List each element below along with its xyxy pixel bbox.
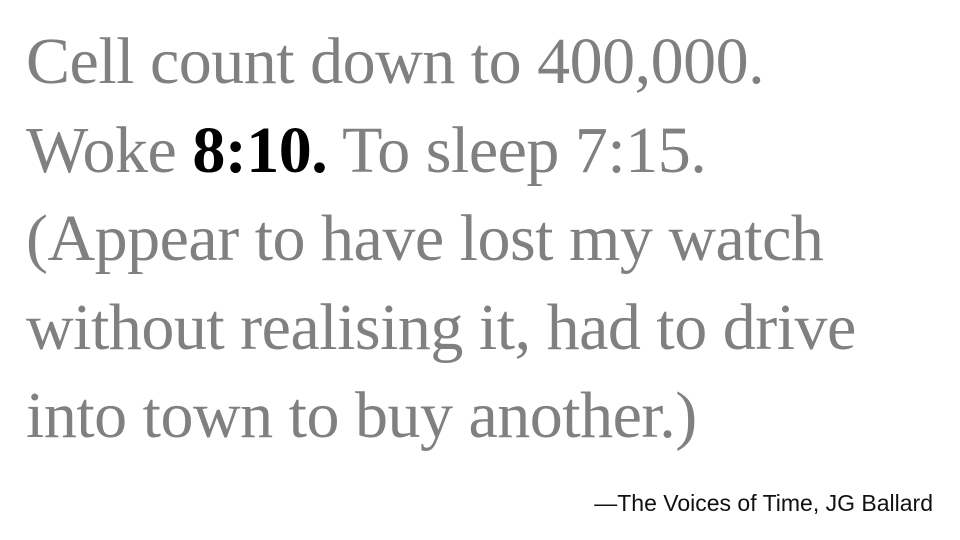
quote-line-5: into town to buy another.) [26, 379, 697, 452]
quote-line-2-after: To sleep 7:15. [327, 113, 707, 187]
attribution: —The Voices of Time, JG Ballard [594, 490, 933, 516]
quote-line-1: Cell count down to 400,000. [26, 25, 765, 98]
quote-line-2-before: Woke [26, 113, 193, 187]
quote-block [26, 18, 946, 461]
quote-line-3: (Appear to have lost my watch [26, 202, 824, 275]
quote-line-4: without realising it, had to drive [26, 290, 856, 364]
quote-line-2 [26, 107, 946, 196]
highlighted-time: 8:10. [192, 113, 328, 187]
